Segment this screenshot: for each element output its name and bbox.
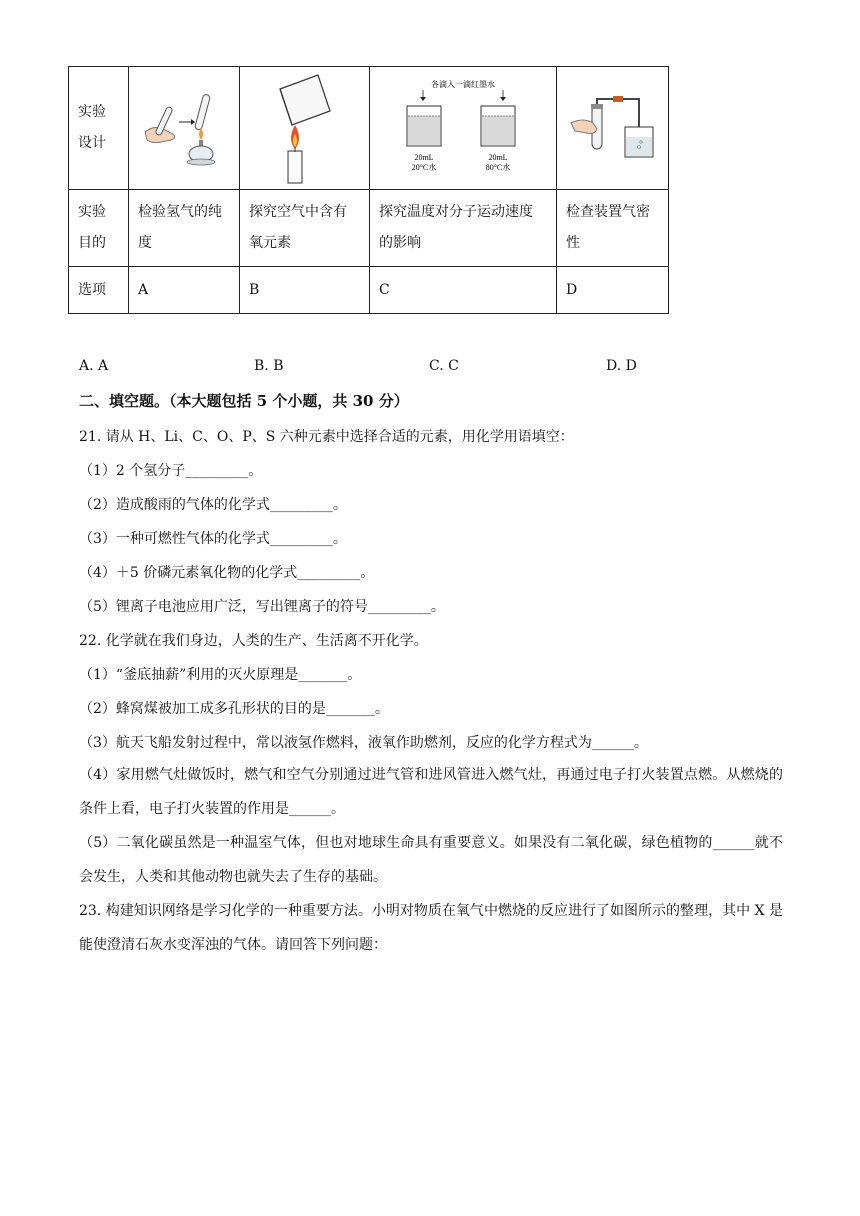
question-21-stem: 21. 请从 H、Li、C、O、P、S 六种元素中选择合适的元素，用化学用语填空： xyxy=(79,429,574,445)
left-beaker-volume: 20mL xyxy=(414,153,434,162)
option-cell: A xyxy=(129,267,240,314)
beaker-top-label: 各滴入一滴红墨水 xyxy=(431,80,495,89)
question-22-item-1: （1）“釜底抽薪”利用的灭火原理是_______。 xyxy=(79,667,362,683)
left-beaker-temp: 20°C水 xyxy=(411,163,437,172)
row-label-option: 选项 xyxy=(69,267,129,314)
question-22-stem: 22. 化学就在我们身边，人类的生产、生活离不开化学。 xyxy=(79,633,428,649)
figure-airtightness xyxy=(557,67,669,190)
answer-choices xyxy=(79,358,779,378)
option-cell: B xyxy=(240,267,370,314)
purpose-cell: 探究温度对分子运动速度 的影响 xyxy=(370,190,557,267)
option-cell: C xyxy=(370,267,557,314)
right-beaker-volume: 20mL xyxy=(488,153,508,162)
answer-choice-b[interactable]: B. B xyxy=(254,358,284,374)
experiment-table xyxy=(68,66,669,314)
purpose-cell: 探究空气中含有 氧元素 xyxy=(240,190,370,267)
question-21-item-4: （4）＋5 价磷元素氧化物的化学式_________。 xyxy=(79,565,375,581)
airtightness-illustration xyxy=(567,93,659,163)
candle-beaker-illustration xyxy=(270,71,340,185)
right-beaker-temp: 80°C水 xyxy=(485,163,511,172)
purpose-cell: 检验氢气的纯 度 xyxy=(129,190,240,267)
answer-choice-d[interactable]: D. D xyxy=(606,358,637,374)
answer-choice-a[interactable]: A. A xyxy=(79,358,109,374)
question-21-item-1: （1）2 个氢分子_________。 xyxy=(79,463,263,479)
table-row-design xyxy=(69,67,669,190)
question-22-item-4: （4）家用燃气灶做饭时，燃气和空气分别通过进气管和进风管进入燃气灶，再通过电子打火装置点燃。从燃烧的条件上看，电子打火装置的作用是______。 xyxy=(79,767,783,817)
table-row-option xyxy=(69,267,669,314)
purpose-cell: 检查装置气密 性 xyxy=(557,190,669,267)
figure-two-beakers xyxy=(370,67,557,190)
question-21-item-3: （3）一种可燃性气体的化学式_________。 xyxy=(79,531,347,547)
option-cell: D xyxy=(557,267,669,314)
table-row-purpose xyxy=(69,190,669,267)
hydrogen-test-illustration xyxy=(139,88,229,168)
question-23-stem: 23. 构建知识网络是学习化学的一种重要方法。小明对物质在氧气中燃烧的反应进行了如图所示的整理，其中 X 是能使澄清石灰水变浑浊的气体。请回答下列问题： xyxy=(79,903,783,953)
two-beakers-illustration xyxy=(403,78,523,178)
row-label-design: 实验 设计 xyxy=(69,67,129,190)
row-label-purpose: 实验 目的 xyxy=(69,190,129,267)
answer-choice-c[interactable]: C. C xyxy=(429,358,459,374)
section-heading: 二、填空题。（本大题包括 5 个小题，共 30 分） xyxy=(79,392,409,410)
question-22-item-2: （2）蜂窝煤被加工成多孔形状的目的是_______。 xyxy=(79,701,389,717)
figure-candle-beaker xyxy=(240,67,370,190)
question-22-item-3: （3）航天飞船发射过程中，常以液氢作燃料，液氧作助燃剂，反应的化学方程式为______。 xyxy=(79,735,648,751)
question-21-item-5: （5）锂离子电池应用广泛，写出锂离子的符号_________。 xyxy=(79,599,445,615)
figure-hydrogen-test xyxy=(129,67,240,190)
question-21-item-2: （2）造成酸雨的气体的化学式_________。 xyxy=(79,497,347,513)
question-22-item-5: （5）二氧化碳虽然是一种温室气体，但也对地球生命具有重要意义。如果没有二氧化碳，绿色植物的______就不会发生，人类和其他动物也就失去了生存的基础。 xyxy=(79,835,783,885)
